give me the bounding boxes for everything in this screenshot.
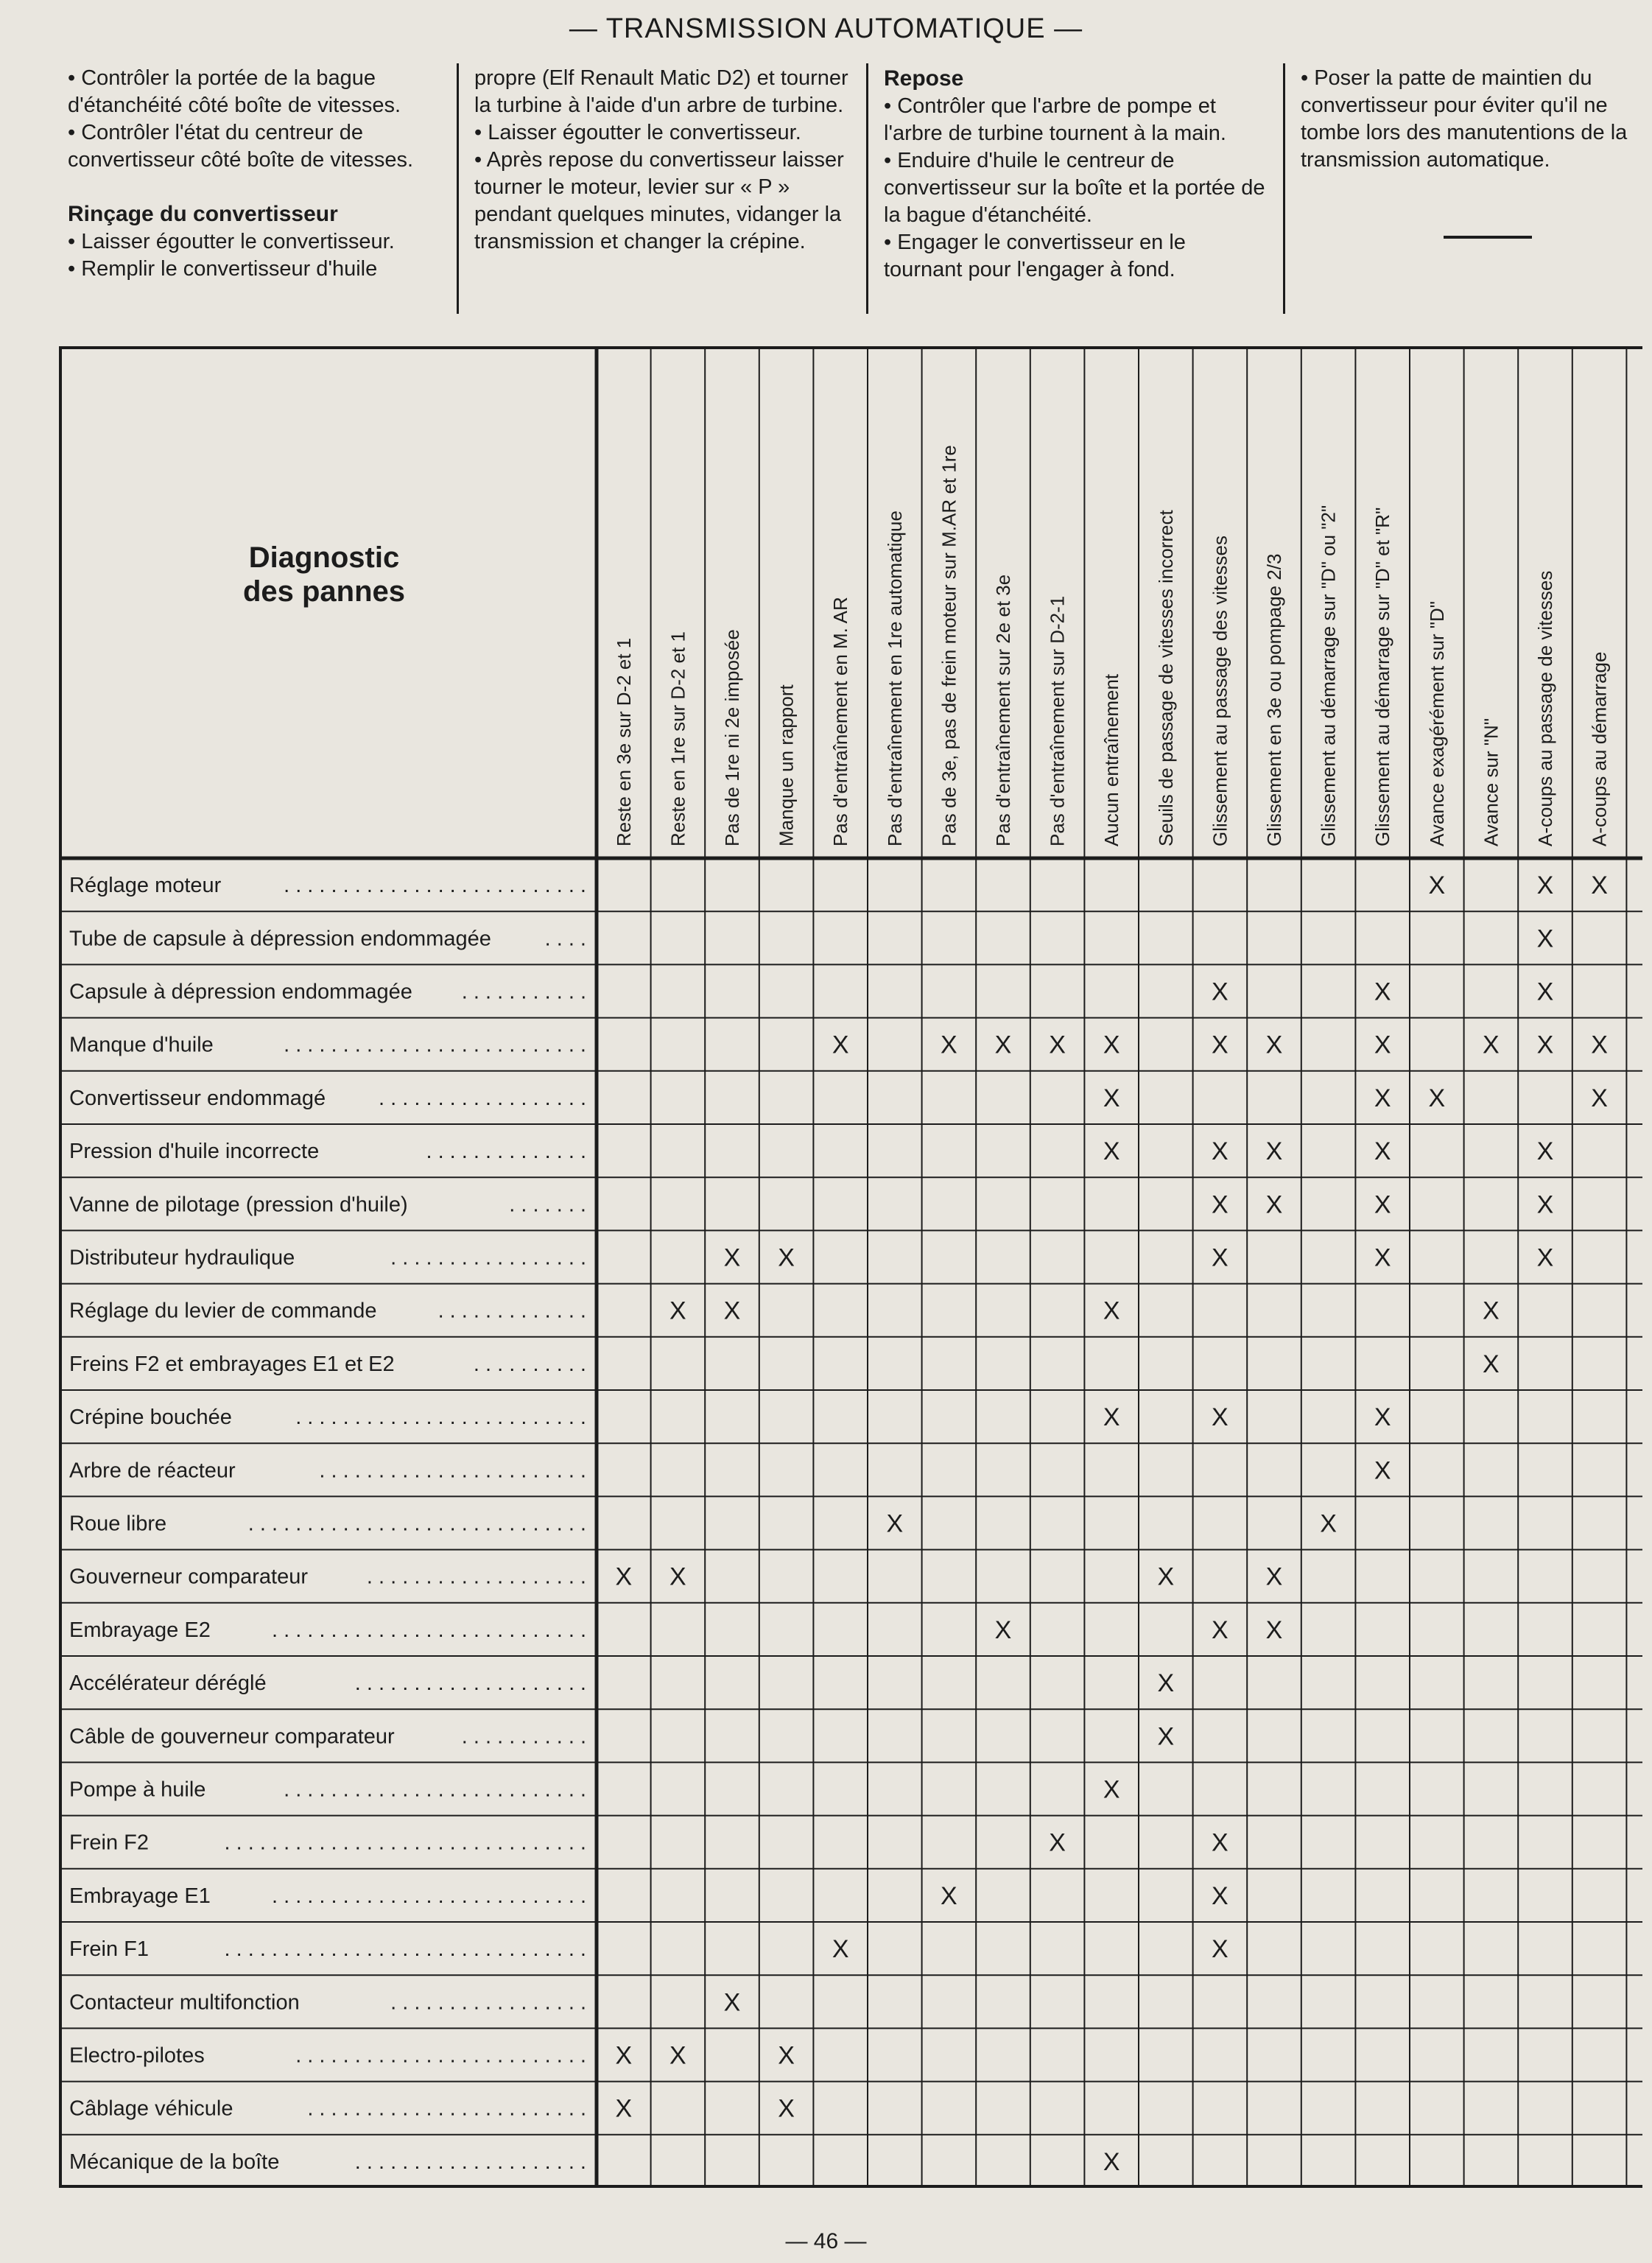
column-header: Manque un rapport — [775, 684, 798, 846]
row-label: Accélérateur déréglé — [69, 1671, 267, 1696]
table-title-line2: des pannes — [242, 575, 406, 608]
mark-x: X — [1536, 871, 1554, 900]
column-header: A-coups au démarrage — [1588, 651, 1611, 846]
mark-x: X — [1536, 1190, 1554, 1219]
paragraph: • Remplir le convertisseur d'huile — [68, 257, 378, 281]
mark-x: X — [1591, 871, 1608, 900]
mark-x: X — [1536, 978, 1554, 1006]
column-header: Avance sur "N" — [1480, 718, 1502, 846]
mark-x: X — [1374, 1456, 1391, 1485]
mark-x: X — [1212, 1031, 1229, 1059]
mark-x: X — [1212, 1881, 1229, 1910]
dot-leader: . . . . . . . — [509, 1193, 586, 1217]
row-label: Réglage moteur — [69, 874, 222, 898]
mark-x: X — [941, 1881, 957, 1910]
row-label: Câblage véhicule — [69, 2097, 233, 2121]
mark-x: X — [1320, 1509, 1337, 1538]
mark-x: X — [1374, 1137, 1391, 1166]
row-label: Convertisseur endommagé — [69, 1086, 326, 1110]
mark-x: X — [669, 2041, 686, 2070]
text-column-2 — [474, 65, 850, 256]
mark-x: X — [1103, 1084, 1120, 1112]
mark-x: X — [1265, 1615, 1283, 1644]
mark-x: X — [1103, 1031, 1120, 1059]
column-divider — [866, 63, 868, 314]
mark-x: X — [669, 1562, 686, 1591]
mark-x: X — [1157, 1669, 1175, 1698]
mark-x: X — [1212, 1403, 1229, 1432]
dot-leader: . . . . . . . . . . . . . . . . . . . . . . . . . . — [284, 1033, 586, 1057]
paragraph: • Contrôler que l'arbre de pompe et l'arbre de turbine tournent à la main. — [884, 94, 1226, 145]
mark-x: X — [1265, 1031, 1283, 1059]
column-header: Reste en 1re sur D-2 et 1 — [667, 631, 689, 846]
mark-x: X — [615, 2041, 633, 2070]
row-label: Vanne de pilotage (pression d'huile) — [69, 1193, 408, 1217]
paragraph: • Laisser égoutter le convertisseur. — [68, 230, 395, 253]
mark-x: X — [1591, 1031, 1608, 1059]
paragraph: • Après repose du convertisseur laisser tourner le moteur, levier sur « P » pendant quelques minutes, vidanger la transmission et changer la crépine. — [474, 148, 844, 253]
end-dash — [1444, 236, 1532, 239]
mark-x: X — [1483, 1031, 1500, 1059]
mark-x: X — [1374, 1403, 1391, 1432]
mark-x: X — [1212, 1243, 1229, 1272]
mark-x: X — [1103, 1297, 1120, 1325]
dot-leader: . . . . . . . . . . . . . . . . . . . . — [354, 2150, 586, 2174]
mark-x: X — [1265, 1190, 1283, 1219]
paragraph: propre (Elf Renault Matic D2) et tourner la turbine à l'aide d'un arbre de turbine. — [474, 66, 848, 117]
dot-leader: . . . . . . . . . . . . . . . . . . . . . . . . . — [295, 2043, 586, 2068]
column-header: Glissement au démarrage sur "D" ou "2" — [1317, 505, 1340, 846]
dot-leader: . . . . . . . . . . . . . — [437, 1299, 586, 1323]
dot-leader: . . . . . . . . . . . . . . . . . . . . — [354, 1671, 586, 1696]
mark-x: X — [1374, 978, 1391, 1006]
text-column-4 — [1301, 65, 1639, 174]
row-label: Freins F2 et embrayages E1 et E2 — [69, 1352, 395, 1376]
dot-leader: . . . . . . . . . . . . . . . . . . . . . . . . . . . — [271, 1884, 586, 1908]
row-label: Distributeur hydraulique — [69, 1246, 295, 1270]
column-header: Pas d'entraînement en M. AR — [829, 597, 852, 846]
mark-x: X — [723, 1243, 741, 1272]
mark-x: X — [1103, 1775, 1120, 1804]
text-column-3 — [884, 65, 1267, 284]
row-label: Mécanique de la boîte — [69, 2150, 280, 2174]
row-label: Frein F1 — [69, 1937, 149, 1962]
row-label: Manque d'huile — [69, 1033, 214, 1057]
section-heading-repose: Repose — [884, 66, 964, 91]
mark-x: X — [1483, 1297, 1500, 1325]
paragraph: • Engager le convertisseur en le tournant pour l'engager à fond. — [884, 231, 1186, 281]
mark-x: X — [886, 1509, 904, 1538]
mark-x: X — [1212, 1935, 1229, 1964]
dot-leader: . . . . . . . . . . . — [461, 980, 586, 1004]
dot-leader: . . . . . . . . . . . . . . . . . . . . . . . — [319, 1459, 586, 1483]
column-header: Avance exagérément sur "D" — [1425, 600, 1448, 846]
mark-x: X — [1428, 1084, 1446, 1112]
dot-leader: . . . . . . . . . . . . . . . . . . . . . . . . — [307, 2097, 586, 2121]
text-column-1 — [68, 65, 440, 283]
diagnostic-table — [59, 346, 1642, 2203]
mark-x: X — [1483, 1350, 1500, 1378]
mark-x: X — [994, 1031, 1012, 1059]
row-label: Tube de capsule à dépression endommagée — [69, 927, 491, 951]
row-label: Arbre de réacteur — [69, 1459, 236, 1483]
mark-x: X — [1536, 1137, 1554, 1166]
dot-leader: . . . . . . . . . . — [473, 1352, 586, 1376]
row-label: Roue libre — [69, 1512, 167, 1536]
row-label: Câble de gouverneur comparateur — [69, 1725, 395, 1749]
column-header: Glissement au démarrage sur "D" et "R" — [1371, 507, 1394, 846]
row-label: Embrayage E2 — [69, 1618, 211, 1642]
row-label: Capsule à dépression endommagée — [69, 980, 412, 1004]
column-header: Glissement au passage des vitesses — [1209, 536, 1231, 846]
mark-x: X — [994, 1615, 1012, 1644]
row-label: Gouverneur comparateur — [69, 1565, 308, 1589]
mark-x: X — [1212, 1828, 1229, 1857]
column-header: Pas d'entraînement sur D-2-1 — [1046, 595, 1069, 846]
mark-x: X — [1212, 1137, 1229, 1166]
mark-x: X — [941, 1031, 957, 1059]
mark-x: X — [1536, 1243, 1554, 1272]
dot-leader: . . . . — [544, 927, 586, 951]
mark-x: X — [1212, 978, 1229, 1006]
mark-x: X — [1265, 1562, 1283, 1591]
column-divider — [457, 63, 459, 314]
dot-leader: . . . . . . . . . . . . . . — [426, 1140, 586, 1164]
mark-x: X — [723, 1297, 741, 1325]
dot-leader: . . . . . . . . . . . . . . . . . . . . . . . . . . — [284, 1778, 586, 1802]
mark-x: X — [778, 1243, 795, 1272]
column-header: A-coups au passage de vitesses — [1534, 570, 1556, 846]
mark-x: X — [615, 1562, 633, 1591]
row-label: Frein F2 — [69, 1831, 149, 1855]
row-label: Pompe à huile — [69, 1778, 206, 1802]
dot-leader: . . . . . . . . . . . . . . . . . . . — [366, 1565, 586, 1589]
dot-leader: . . . . . . . . . . . . . . . . . — [390, 1990, 586, 2015]
mark-x: X — [1049, 1828, 1066, 1857]
mark-x: X — [669, 1297, 686, 1325]
mark-x: X — [1157, 1722, 1175, 1751]
mark-x: X — [1374, 1084, 1391, 1112]
column-header: Pas d'entraînement en 1re automatique — [883, 511, 906, 846]
dot-leader: . . . . . . . . . . . . . . . . . . — [379, 1086, 586, 1110]
mark-x: X — [1049, 1031, 1066, 1059]
column-header: Pas de 1re ni 2e imposée — [721, 629, 743, 846]
mark-x: X — [778, 2094, 795, 2123]
column-divider — [1283, 63, 1285, 314]
table-title-line1: Diagnostic — [248, 541, 400, 574]
mark-x: X — [1536, 1031, 1554, 1059]
paragraph: • Contrôler la portée de la bague d'étanchéité côté boîte de vitesses. — [68, 66, 401, 117]
mark-x: X — [1374, 1190, 1391, 1219]
row-label: Pression d'huile incorrecte — [69, 1140, 320, 1164]
dot-leader: . . . . . . . . . . . . . . . . . . . . . . . . . . — [284, 874, 586, 898]
section-heading-rincage: Rinçage du convertisseur — [68, 202, 338, 226]
row-label: Contacteur multifonction — [69, 1990, 300, 2015]
paragraph: • Enduire d'huile le centreur de convertisseur sur la boîte et la portée de la bague d'étanchéité. — [884, 149, 1265, 227]
mark-x: X — [723, 1988, 741, 2017]
paragraph: • Laisser égoutter le convertisseur. — [474, 121, 801, 144]
row-label: Crépine bouchée — [69, 1406, 232, 1430]
mark-x: X — [832, 1935, 849, 1964]
mark-x: X — [1374, 1243, 1391, 1272]
mark-x: X — [1265, 1137, 1283, 1166]
paragraph: • Poser la patte de maintien du convertisseur pour éviter qu'il ne tombe lors des manutentions de la transmission automatique. — [1301, 66, 1628, 172]
page-number: — 46 — — [785, 2229, 867, 2253]
dot-leader: . . . . . . . . . . . . . . . . . — [390, 1246, 586, 1270]
mark-x: X — [1157, 1562, 1175, 1591]
row-label: Embrayage E1 — [69, 1884, 211, 1908]
row-label: Réglage du levier de commande — [69, 1299, 377, 1323]
dot-leader: . . . . . . . . . . . . . . . . . . . . . . . . . . . — [271, 1618, 586, 1642]
mark-x: X — [1374, 1031, 1391, 1059]
mark-x: X — [615, 2094, 633, 2123]
column-header: Pas de 3e, pas de frein moteur sur M.AR et 1re — [938, 445, 960, 846]
mark-x: X — [1428, 871, 1446, 900]
paragraph: • Contrôler l'état du centreur de convertisseur côté boîte de vitesses. — [68, 121, 414, 172]
mark-x: X — [832, 1031, 849, 1059]
dot-leader: . . . . . . . . . . . . . . . . . . . . . . . . . . . . . — [247, 1512, 586, 1536]
dot-leader: . . . . . . . . . . . — [461, 1725, 586, 1749]
column-header: Pas d'entraînement sur 2e et 3e — [992, 574, 1014, 846]
dot-leader: . . . . . . . . . . . . . . . . . . . . . . . . . — [295, 1406, 586, 1430]
dot-leader: . . . . . . . . . . . . . . . . . . . . . . . . . . . . . . . — [224, 1937, 586, 1962]
mark-x: X — [1591, 1084, 1608, 1112]
dot-leader: . . . . . . . . . . . . . . . . . . . . . . . . . . . . . . . — [224, 1831, 586, 1855]
page-title: — TRANSMISSION AUTOMATIQUE — — [569, 13, 1083, 44]
column-header: Glissement en 3e ou pompage 2/3 — [1263, 553, 1285, 846]
mark-x: X — [1103, 2147, 1120, 2176]
mark-x: X — [1536, 925, 1554, 953]
column-header: Reste en 3e sur D-2 et 1 — [612, 637, 635, 846]
diagnostic-grid — [59, 346, 1642, 2203]
mark-x: X — [778, 2041, 795, 2070]
row-label: Electro-pilotes — [69, 2043, 205, 2068]
column-header: Aucun entraînement — [1100, 673, 1123, 846]
mark-x: X — [1212, 1190, 1229, 1219]
mark-x: X — [1212, 1615, 1229, 1644]
column-header: Seuils de passage de vitesses incorrect — [1154, 510, 1177, 846]
mark-x: X — [1103, 1137, 1120, 1166]
mark-x: X — [1103, 1403, 1120, 1432]
